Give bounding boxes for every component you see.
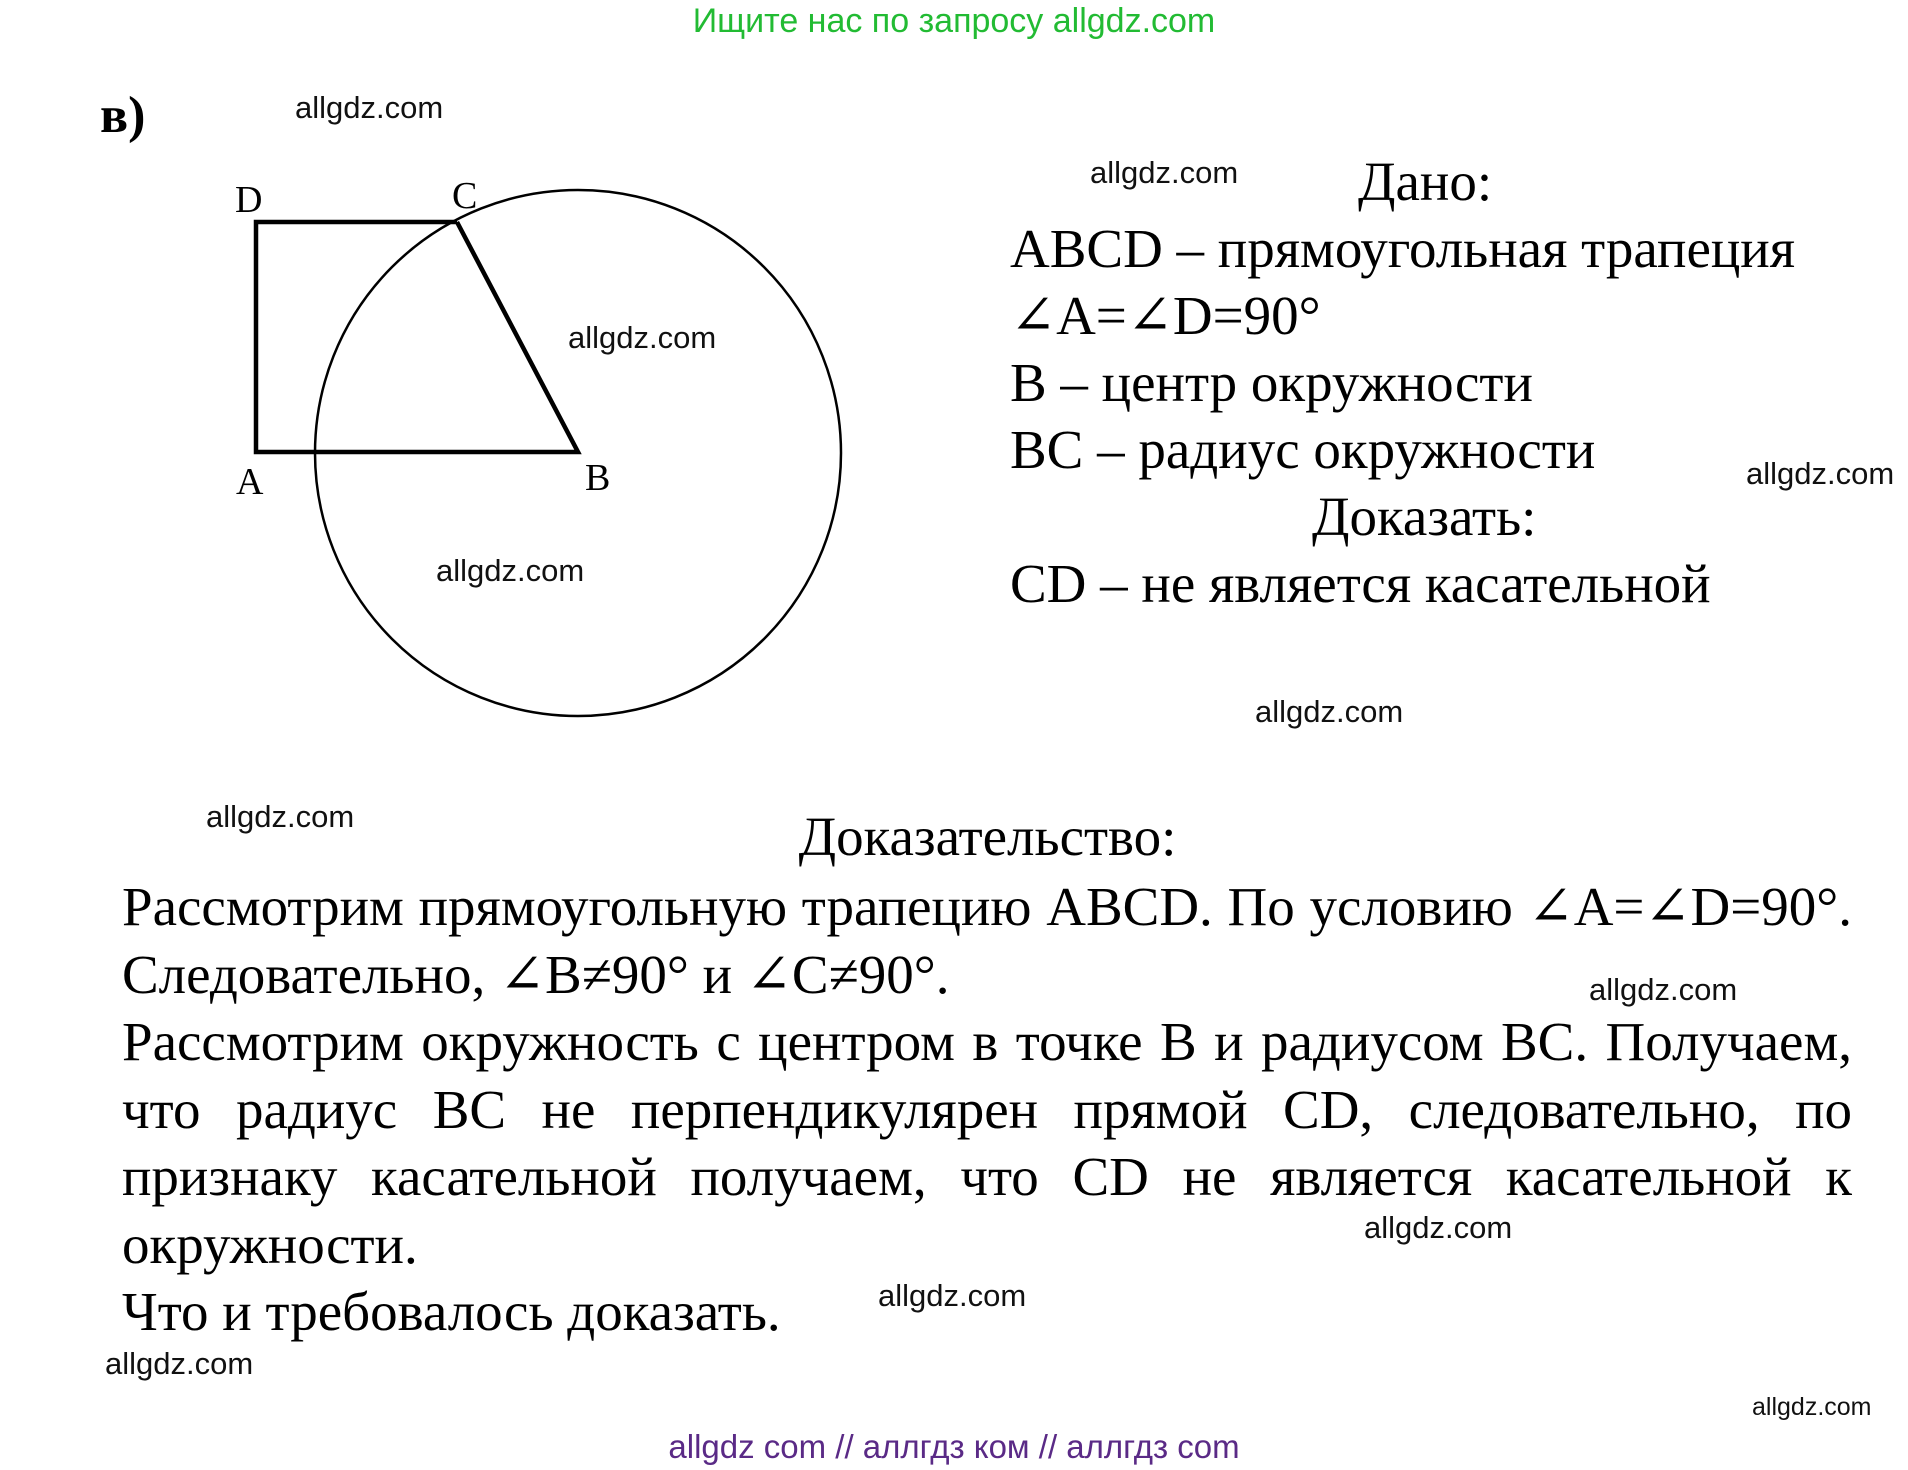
point-label-b: B [585,457,611,499]
watermark: allgdz.com [295,90,444,125]
footer-links[interactable]: allgdz com // аллгдз ком // аллгдз com [668,1428,1240,1465]
geometry-figure [0,0,900,740]
prove-statement: CD – не является касательной [1010,553,1711,614]
proof-body [122,873,1852,1346]
watermark: allgdz.com [1255,694,1404,729]
proof-conclusion: Что и требовалось доказать. [122,1281,781,1342]
given-heading: Дано: [1358,151,1493,212]
given-line: ∠A=∠D=90° [1010,285,1321,346]
watermark: allgdz.com [105,1346,254,1381]
watermark: allgdz.com [206,799,355,834]
watermark: allgdz.com [1589,972,1738,1007]
point-label-c: C [452,175,478,217]
search-banner[interactable]: Ищите нас по запросу allgdz.com [692,2,1216,40]
watermark: allgdz.com [1364,1210,1513,1245]
given-line: ABCD – прямоугольная трапеция [1010,218,1796,279]
proof-heading: Доказательство: [798,806,1177,867]
given-line: B – центр окружности [1010,352,1533,413]
watermark: allgdz.com [878,1278,1027,1313]
watermark: allgdz.com [436,553,585,588]
prove-heading: Доказать: [1312,486,1537,547]
trapezoid-outline [256,222,578,452]
watermark: allgdz.com [1752,1393,1872,1421]
proof-paragraph: Рассмотрим прямоугольную трапецию ABCD. По условию ∠A=∠D=90°. Следовательно, ∠B≠90° и ∠C≠90°. [122,876,1852,1005]
watermark: allgdz.com [1090,155,1239,190]
point-label-d: D [235,179,263,221]
watermark: allgdz.com [1746,456,1895,491]
point-label-a: A [236,461,264,503]
given-block [1010,148,1890,617]
watermark: allgdz.com [568,320,717,355]
proof-paragraph: Рассмотрим окружность с центром в точке B и радиусом BC. Получаем, что радиус BC не перпендикулярен прямой CD, следовательно, по признаку касательной получаем, что CD не является касательной к окружности. [122,1011,1852,1275]
given-line: BC – радиус окружности [1010,419,1596,480]
part-label: в) [100,87,146,144]
